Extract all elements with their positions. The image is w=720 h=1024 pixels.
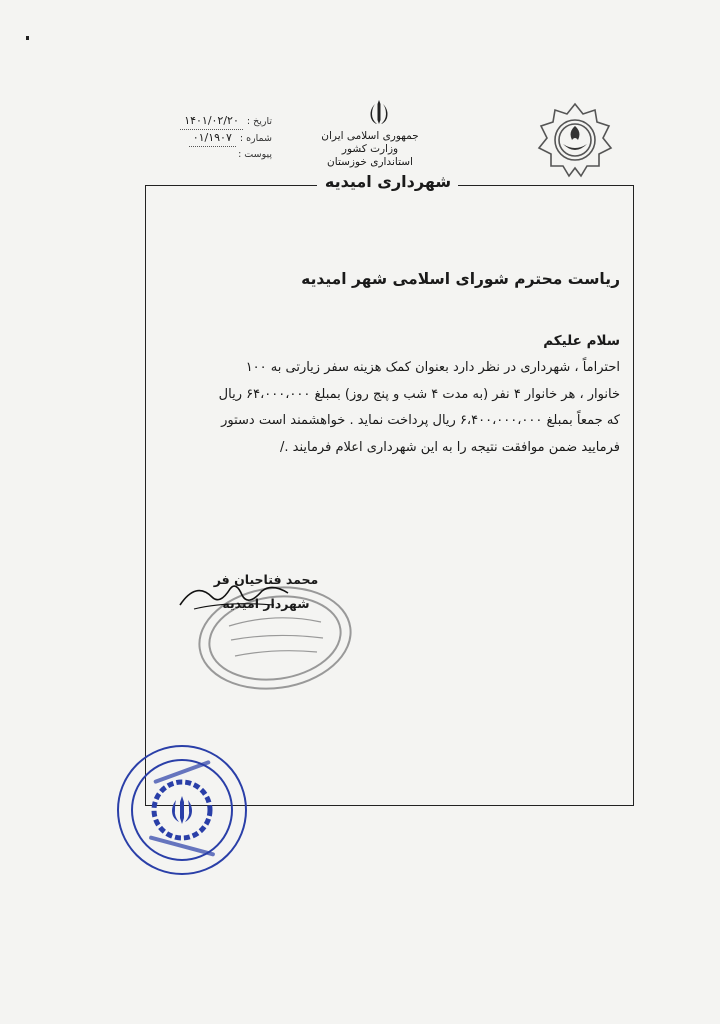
handwritten-signature-icon [176, 575, 296, 615]
number-row [152, 130, 272, 147]
province-text: استانداری خوزستان [327, 156, 413, 168]
greeting: سلام علیکم [543, 333, 620, 349]
number-value: ۰۱/۱۹۰۷ [189, 130, 236, 147]
body-line: فرمایید ضمن موافقت نتیجه را به این شهرداری اعلام فرمایند ./ [280, 439, 620, 455]
body-line: که جمعاً بمبلغ ۶،۴۰۰،۰۰۰،۰۰۰ ریال پرداخت نماید . خواهشمند است دستور [221, 413, 620, 428]
attachment-row [152, 147, 272, 163]
addressee: ریاست محترم شورای اسلامی شهر امیدیه [301, 270, 620, 288]
republic-text: جمهوری اسلامی ایران [321, 130, 419, 142]
body-line: خانوار ، هر خانوار ۴ نفر (به مدت ۴ شب و پنج روز) بمبلغ ۶۴،۰۰۰،۰۰۰ ریال [218, 386, 620, 402]
signer-name: محمد فتاحیان فر [213, 572, 319, 587]
date-value: ۱۴۰۱/۰۲/۲۰ [180, 113, 243, 130]
ministry-header [295, 130, 445, 169]
iran-emblem-icon [366, 98, 392, 128]
date-label: تاریخ : [246, 116, 272, 127]
municipality-logo-icon [535, 100, 615, 180]
signer-title: شهردار امیدیه [222, 596, 310, 611]
city-council-stamp-icon [112, 740, 252, 880]
attachment-label: پیوست : [238, 149, 272, 160]
body-line: احتراماً ، شهرداری در نظر دارد بعنوان کمک هزینه سفر زیارتی به ۱۰۰ [245, 360, 620, 375]
date-row [152, 113, 272, 130]
ministry-text: وزارت کشور [341, 143, 399, 155]
letter-body [160, 355, 620, 461]
municipality-title: شهرداری امیدیه [324, 172, 452, 191]
number-label: شماره : [239, 133, 272, 144]
letter-meta [152, 113, 272, 163]
scan-dot [26, 36, 29, 40]
